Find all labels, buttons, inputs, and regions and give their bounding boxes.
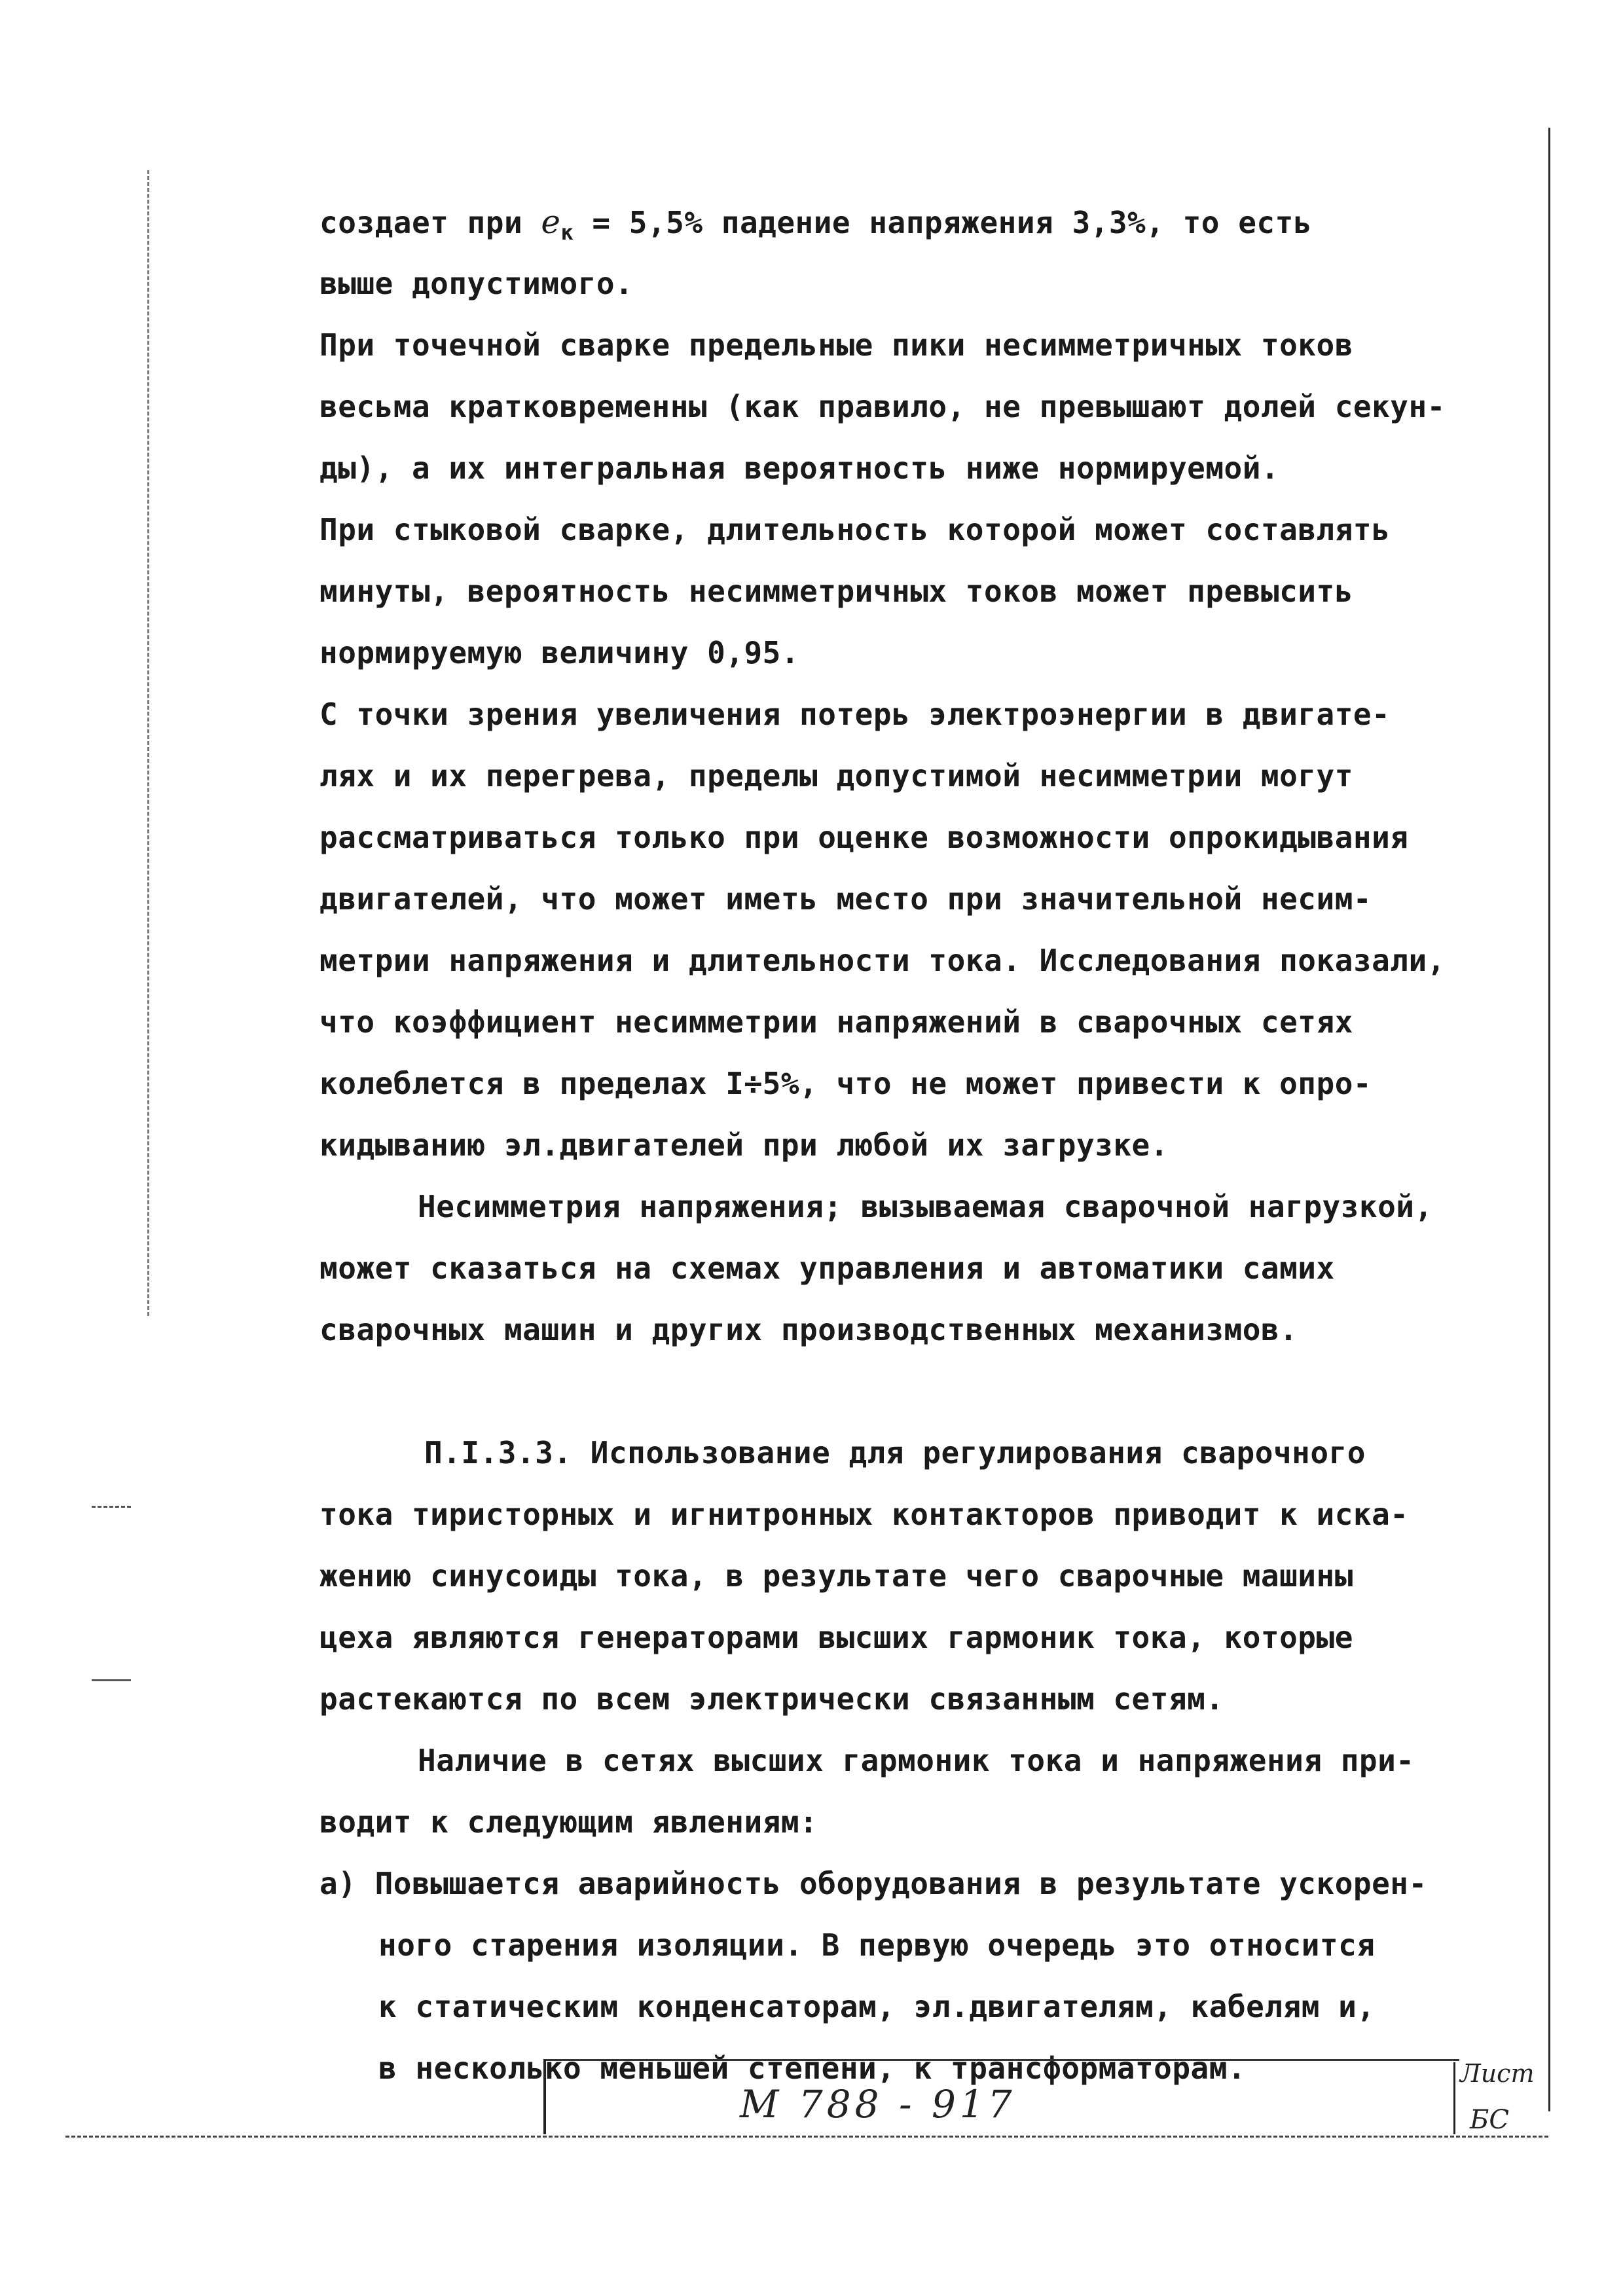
sheet-number: БС	[1470, 2105, 1509, 2135]
title-block-divider	[1453, 2062, 1455, 2134]
sheet-label: Лист	[1460, 2059, 1535, 2088]
text-line: к статическим конденсаторам, эл.двигателям, кабелям и,	[378, 1989, 1376, 2024]
text-line: При точечной сварке предельные пики несимметричных токов	[319, 327, 1353, 363]
document-body	[319, 191, 1478, 2099]
left-margin-marks	[147, 170, 152, 1316]
formula-subscript: к	[560, 220, 574, 245]
text-line: кидыванию эл.двигателей при любой их загрузке.	[319, 1127, 1169, 1163]
text-line: метрии напряжения и длительности тока. Исследования показали,	[319, 943, 1446, 978]
text-run: = 5,5% падение напряжения 3,3%, то есть	[574, 205, 1312, 240]
text-line: в несколько меньшей степени, к трансформаторам.	[378, 2050, 1247, 2086]
text-line	[319, 191, 1478, 253]
text-line: может сказаться на схемах управления и автоматики самих	[319, 1250, 1335, 1286]
text-line: Наличие в сетях высших гармоник тока и напряжения при-	[418, 1743, 1415, 1778]
left-margin-line	[92, 1679, 131, 1683]
text-line: лях и их перегрева, пределы допустимой несимметрии могут	[319, 758, 1353, 793]
text-line: жению синусоиды тока, в результате чего сварочные машины	[319, 1558, 1353, 1594]
formula-symbol: e	[541, 203, 561, 241]
text-line: колеблется в пределах I÷5%, что не может привести к опро-	[319, 1066, 1372, 1101]
text-line: минуты, вероятность несимметричных токов может превысить	[319, 574, 1353, 609]
text-line: рассматриваться только при оценке возможности опрокидывания	[319, 820, 1409, 855]
list-item: а) Повышается аварийность оборудования в результате ускорен-	[319, 1866, 1427, 1901]
footer-bottom-line	[65, 2136, 1548, 2140]
text-line: тока тиристорных и игнитронных контакторов приводит к иска-	[319, 1497, 1409, 1532]
text-line: С точки зрения увеличения потерь электроэнергии в двигате-	[319, 697, 1391, 732]
text-line: ного старения изоляции. В первую очередь это относится	[378, 1927, 1376, 1963]
text-line: При стыковой сварке, длительность которой может составлять	[319, 512, 1391, 547]
text-run: создает при	[319, 205, 541, 240]
text-line: сварочных машин и других производственных механизмов.	[319, 1312, 1298, 1347]
text-line: что коэффициент несимметрии напряжений в сварочных сетях	[319, 1004, 1353, 1040]
text-line: весьма кратковременны (как правило, не превышают долей секун-	[319, 389, 1446, 424]
text-line: Несимметрия напряжения; вызываемая сварочной нагрузкой,	[418, 1189, 1433, 1224]
text-line: выше допустимого.	[319, 266, 634, 301]
text-line: двигателей, что может иметь место при значительной несим-	[319, 881, 1372, 917]
text-line: водит к следующим явлениям:	[319, 1804, 818, 1840]
text-line: нормируемую величину 0,95.	[319, 635, 800, 670]
text-line: ды), а их интегральная вероятность ниже нормируемой.	[319, 450, 1280, 486]
section-heading-line: П.I.3.3. Использование для регулирования сварочного	[424, 1435, 1366, 1470]
text-line: цеха являются генераторами высших гармоник тока, которые	[319, 1620, 1353, 1655]
document-code: М 788 - 917	[740, 2082, 1016, 2126]
right-frame-line	[1548, 128, 1550, 2111]
text-line: растекаются по всем электрически связанным сетям.	[319, 1681, 1224, 1717]
left-margin-dash	[92, 1506, 131, 1510]
